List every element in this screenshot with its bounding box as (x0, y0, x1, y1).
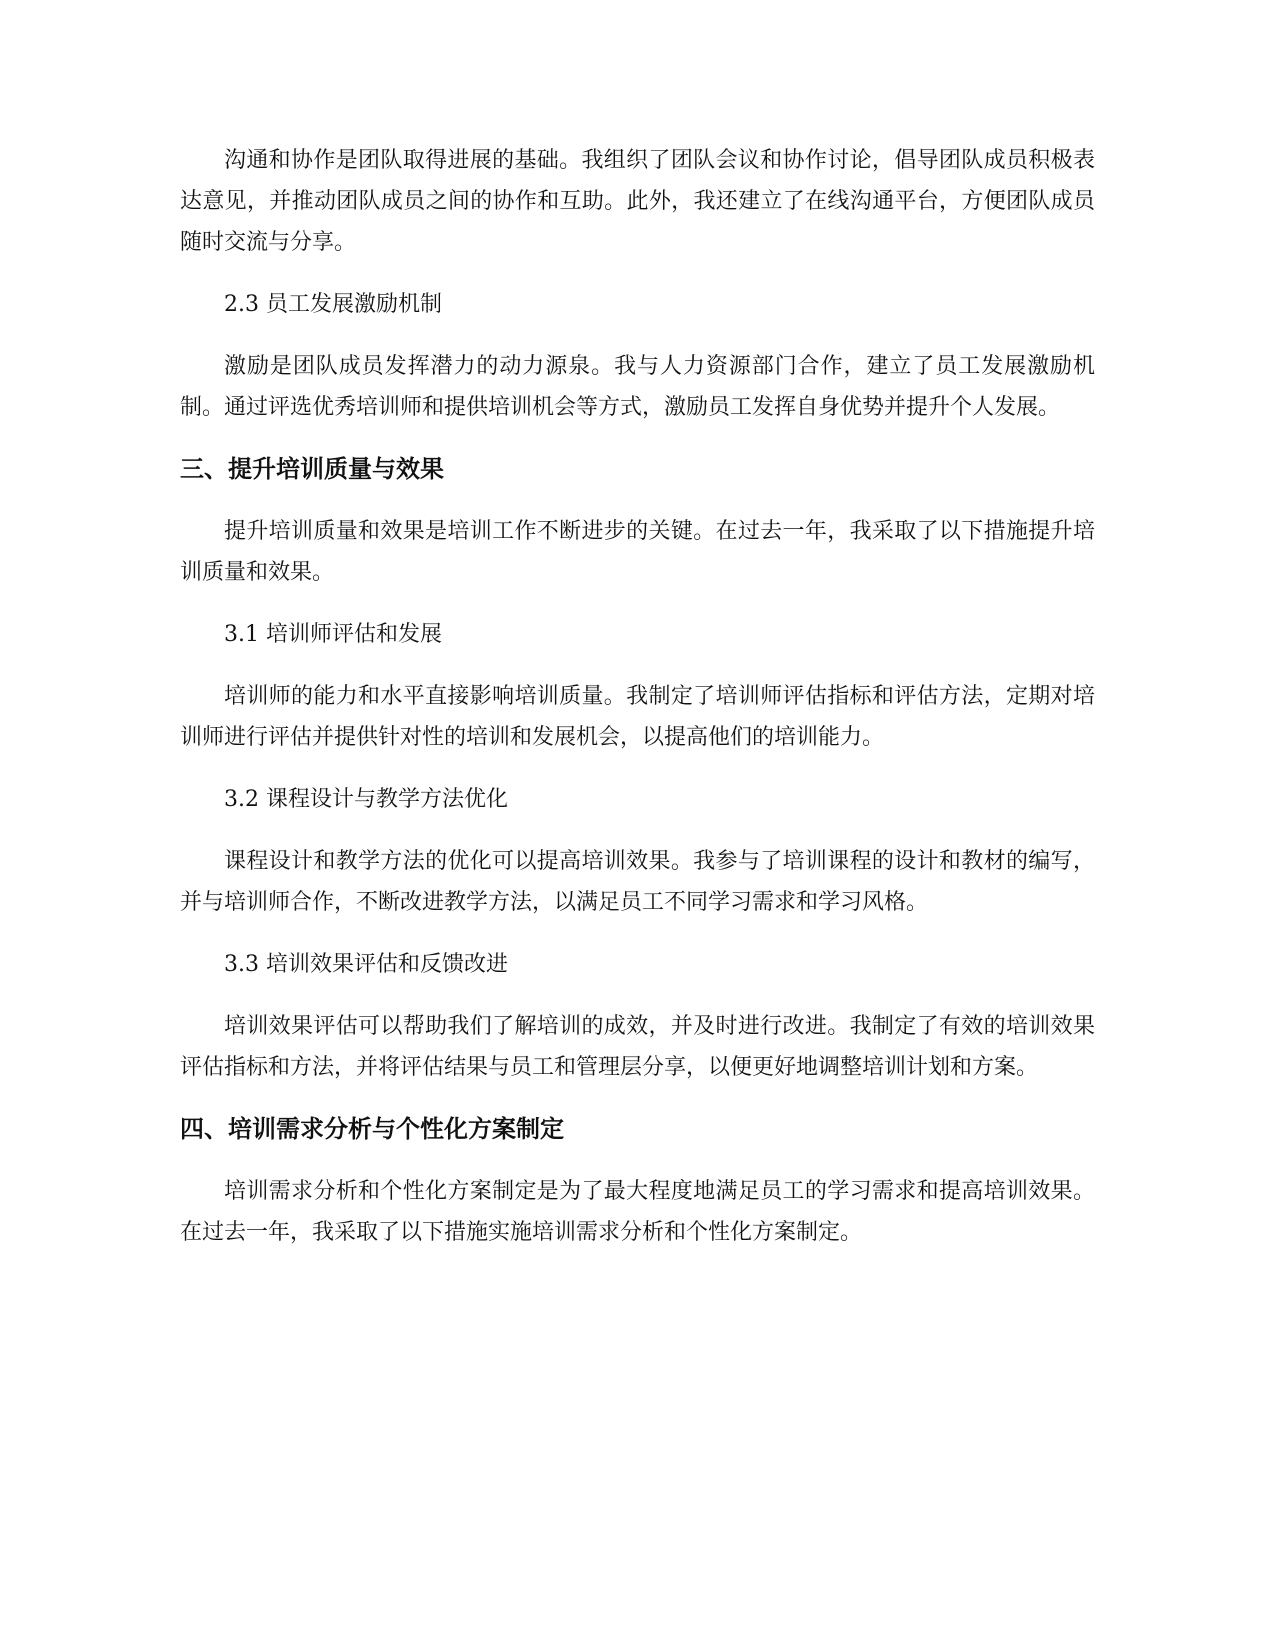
paragraph-communication: 沟通和协作是团队取得进展的基础。我组织了团队会议和协作讨论，倡导团队成员积极表达意见，并推动团队成员之间的协作和互助。此外，我还建立了在线沟通平台，方便团队成员随时交流与分享。 (180, 148, 1095, 255)
paragraph-trainer-eval: 培训师的能力和水平直接影响培训质量。我制定了培训师评估指标和评估方法，定期对培训师进行评估并提供针对性的培训和发展机会，以提高他们的培训能力。 (180, 684, 1095, 750)
paragraph-quality-intro: 提升培训质量和效果是培训工作不断进步的关键。在过去一年，我采取了以下措施提升培训质量和效果。 (180, 519, 1095, 585)
paragraph-course-design: 课程设计和教学方法的优化可以提高培训效果。我参与了培训课程的设计和教材的编写，并与培训师合作，不断改进教学方法，以满足员工不同学习需求和学习风格。 (180, 849, 1095, 915)
subheading-3-2: 3.2 课程设计与教学方法优化 (224, 787, 508, 812)
section-heading-4: 四、培训需求分析与个性化方案制定 (180, 1115, 564, 1143)
document-page (180, 140, 1095, 1253)
paragraph-incentive: 激励是团队成员发挥潜力的动力源泉。我与人力资源部门合作，建立了员工发展激励机制。通过评选优秀培训师和提供培训机会等方式，激励员工发挥自身优势并提升个人发展。 (180, 354, 1095, 420)
subheading-3-1: 3.1 培训师评估和发展 (224, 622, 442, 647)
paragraph-effect-eval: 培训效果评估可以帮助我们了解培训的成效，并及时进行改进。我制定了有效的培训效果评估指标和方法，并将评估结果与员工和管理层分享，以便更好地调整培训计划和方案。 (180, 1014, 1095, 1080)
paragraph-needs-analysis: 培训需求分析和个性化方案制定是为了最大程度地满足员工的学习需求和提高培训效果。在过去一年，我采取了以下措施实施培训需求分析和个性化方案制定。 (180, 1179, 1095, 1245)
section-heading-3: 三、提升培训质量与效果 (180, 455, 444, 483)
subheading-2-3: 2.3 员工发展激励机制 (224, 292, 442, 317)
subheading-3-3: 3.3 培训效果评估和反馈改进 (224, 952, 508, 977)
